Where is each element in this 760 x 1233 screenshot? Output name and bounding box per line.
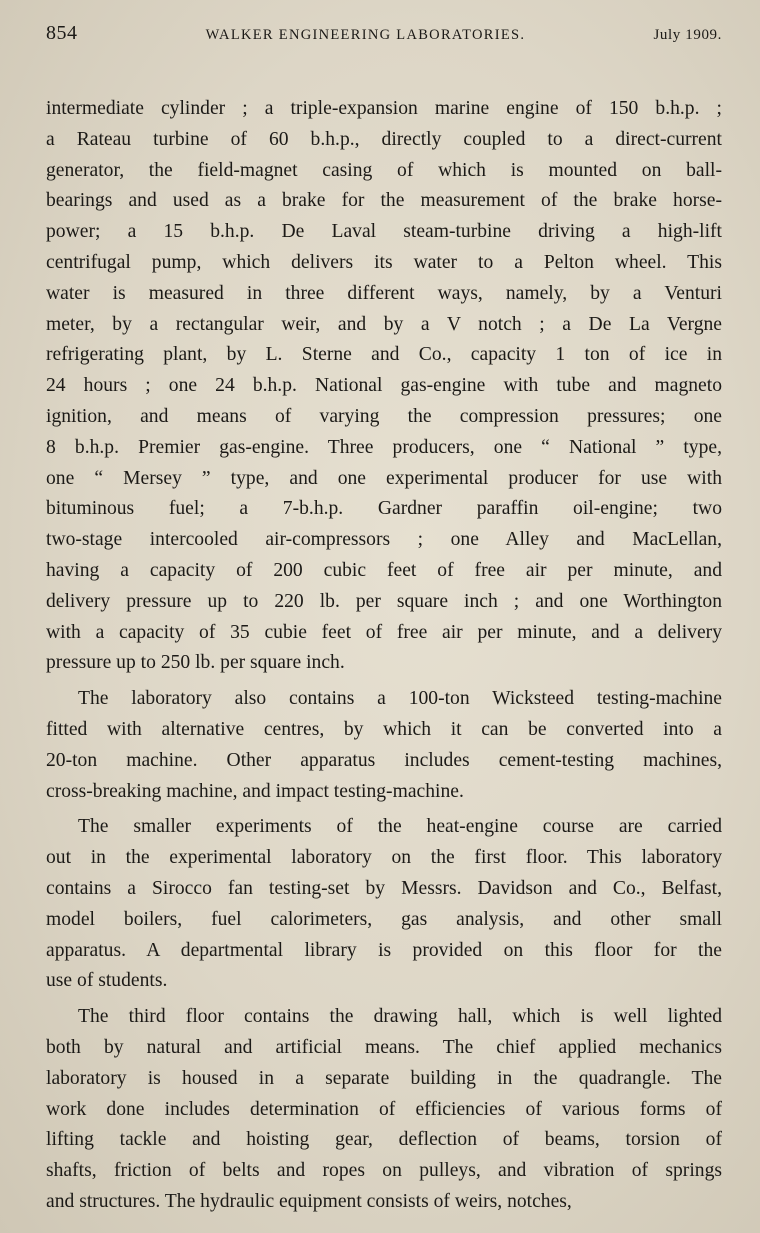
text-line: one “ Mersey ” type, and one experimental producer for use with	[46, 467, 722, 489]
text-line: refrigerating plant, by L. Sterne and Co., capacity 1 ton of ice in	[46, 344, 722, 366]
text-line: model boilers, fuel calorimeters, gas analysis, and other small	[46, 908, 722, 930]
text-line: power; a 15 b.h.p. De Laval steam-turbine driving a high-lift	[46, 221, 722, 243]
page-number: 854	[46, 22, 78, 44]
running-title: WALKER ENGINEERING LABORATORIES.	[205, 27, 526, 43]
text-line: 24 hours ; one 24 b.h.p. National gas-engine with tube and magneto	[46, 375, 722, 397]
text-line: and structures. The hydraulic equipment consists of weirs, notches,	[46, 1190, 572, 1212]
text-line: contains a Sirocco fan testing-set by Messrs. Davidson and Co., Belfast,	[46, 877, 722, 899]
text-line: The laboratory also contains a 100-ton Wicksteed testing-machine	[78, 688, 722, 710]
text-line: intermediate cylinder ; a triple-expansion marine engine of 150 b.h.p. ;	[46, 98, 722, 119]
text-line: 20-ton machine. Other apparatus includes cement-testing machines,	[46, 749, 722, 771]
text-line: The third floor contains the drawing hall, which is well lighted	[78, 1006, 722, 1028]
text-line: meter, by a rectangular weir, and by a V notch ; a De La Vergne	[46, 313, 722, 335]
text-line: a Rateau turbine of 60 b.h.p., directly coupled to a direct-current	[46, 128, 722, 150]
paragraph	[46, 1002, 722, 1218]
text-line: centrifugal pump, which delivers its water to a Pelton wheel. This	[46, 251, 722, 273]
paragraph	[46, 684, 722, 807]
text-line: lifting tackle and hoisting gear, deflection of beams, torsion of	[46, 1129, 722, 1151]
text-line: use of students.	[46, 970, 168, 992]
text-line: The smaller experiments of the heat-engine course are carried	[78, 816, 722, 838]
running-date: July 1909.	[653, 27, 722, 43]
text-line: both by natural and artificial means. The chief applied mechanics	[46, 1036, 722, 1058]
text-line: water is measured in three different ways, namely, by a Venturi	[46, 282, 722, 304]
paragraph	[46, 812, 722, 997]
text-line: shafts, friction of belts and ropes on pulleys, and vibration of springs	[46, 1160, 722, 1182]
text-line: having a capacity of 200 cubic feet of free air per minute, and	[46, 559, 722, 581]
text-line: apparatus. A departmental library is provided on this floor for the	[46, 939, 722, 961]
paragraph	[46, 94, 722, 679]
text-line: out in the experimental laboratory on the first floor. This laboratory	[46, 847, 722, 869]
text-line: fitted with alternative centres, by which it can be converted into a	[46, 718, 722, 740]
text-line: 8 b.h.p. Premier gas-engine. Three producers, one “ National ” type,	[46, 436, 722, 458]
body-text	[46, 94, 722, 1218]
text-line: delivery pressure up to 220 lb. per square inch ; and one Worthington	[46, 590, 722, 612]
text-line: laboratory is housed in a separate building in the quadrangle. The	[46, 1067, 722, 1089]
text-line: bituminous fuel; a 7-b.h.p. Gardner paraffin oil-engine; two	[46, 498, 722, 520]
text-line: pressure up to 250 lb. per square inch.	[46, 652, 345, 674]
text-line: bearings and used as a brake for the measurement of the brake horse-	[46, 190, 722, 212]
text-line: work done includes determination of efficiencies of various forms of	[46, 1098, 722, 1120]
running-head	[46, 22, 722, 64]
text-line: cross-breaking machine, and impact testing-machine.	[46, 780, 464, 802]
text-line: ignition, and means of varying the compression pressures; one	[46, 405, 722, 427]
text-line: with a capacity of 35 cubie feet of free air per minute, and a delivery	[46, 621, 722, 643]
text-line: generator, the field-magnet casing of which is mounted on ball-	[46, 159, 722, 181]
text-line: two-stage intercooled air-compressors ; one Alley and MacLellan,	[46, 529, 722, 551]
